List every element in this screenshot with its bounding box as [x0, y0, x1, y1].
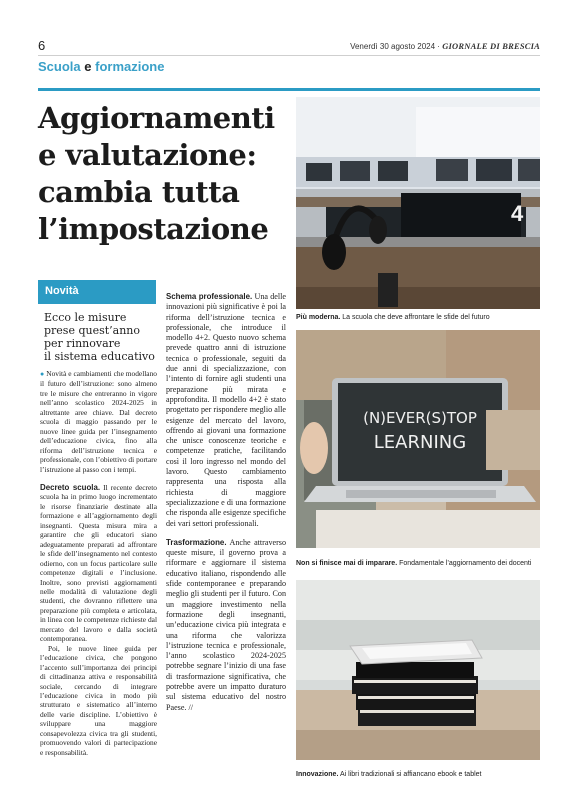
- photo-books: [296, 580, 540, 760]
- caption-text: La scuola che deve affrontare le sfide del futuro: [340, 314, 490, 321]
- photo-laptop: [296, 330, 540, 548]
- caption-bold: Non si finisce mai di imparare.: [296, 560, 398, 567]
- headline-line: e valutazione:: [38, 138, 257, 172]
- section-connector: e: [84, 59, 92, 74]
- issue-date: Venerdì 30 agosto 2024: [350, 42, 436, 51]
- trasformazione-paragraph: [166, 538, 286, 713]
- caption-3: [296, 770, 546, 779]
- article-column-2: [166, 283, 286, 713]
- section-rule: [38, 88, 540, 91]
- publication-name: GIORNALE DI BRESCIA: [442, 41, 540, 51]
- subtitle-line: prese quest’anno: [44, 324, 141, 337]
- paragraph-heading: Decreto scuola.: [40, 482, 101, 492]
- page-number: 6: [38, 38, 46, 53]
- page-header: [38, 38, 540, 56]
- caption-text: Fondamentale l’aggiornamento dei docenti: [397, 560, 532, 567]
- section-part2: formazione: [95, 59, 165, 74]
- decreto-paragraph: [40, 483, 157, 644]
- screen-line-1: (N)EVER(S)TOP: [363, 409, 477, 427]
- paragraph-text: Poi, le nuove linee guida per l’educazione civica, che pongono l’accento sull’importanza dei principi di cittadinanza attiva e responsabilità sociale, cercando di integrare l’educazione civica in modo più strutturato e sistematico all’interno delle varie discipline. L’obiettivo è sviluppare una maggiore consapevolezza civica tra gli studenti, promuovendo valori di partecipazione e responsabilità.: [40, 643, 157, 757]
- subtitle-line: il sistema educativo: [44, 350, 155, 363]
- classroom-image: [296, 97, 540, 309]
- subtitle-line: Ecco le misure: [44, 311, 127, 324]
- caption-1: [296, 313, 546, 322]
- screen-line-2: LEARNING: [373, 432, 467, 453]
- intro-paragraph: [40, 369, 157, 474]
- section-label: [38, 59, 164, 74]
- intro-text: Novità e cambiamenti che modellano il futuro dell’istruzione: sono almeno tre le misure che entreranno in vigore nell’anno scolastico 2024-2025 in altrettante aree chiave. Dal decreto scuola di maggio passando per le nuove linee guida per l’insegnamento dell’educazione civica, fino alla riforma dell’istruzione tecnica e professionale, con l’obiettivo di portare l’istruzione al passo con i tempi.: [40, 369, 157, 474]
- header-dateline: [350, 41, 540, 51]
- number-label: 4: [511, 201, 524, 226]
- laptop-image: [296, 330, 540, 548]
- headline-line: Aggiornamenti: [38, 101, 275, 135]
- paragraph-heading: Schema professionale.: [166, 292, 253, 301]
- headline: [38, 100, 293, 248]
- paragraph-text: Una delle innovazioni più significative è poi la riforma dell’istruzione tecnica e professionale, che introduce il modello 4+2. Questo nuovo schema prevede quattro anni di istruzione tecnica o professionale, seguiti da due anni di specializzazione, con l’intento di fornire agli studenti una preparazione più mirata e approfondita. Il modello 4+2 è stato progettato per rispondere meglio alle esigenze del mercato del lavoro, offrendo ai giovani una formazione che unisce conoscenze teoriche e competenze pratiche, facilitando così il loro ingresso nel mondo del lavoro. Questo cambiamento rappresenta una risposta alla richiesta di maggiore specializzazione e di una formazione che risponda alle esigenze specifiche dei vari settori professionali.: [166, 292, 286, 528]
- bullet-icon: ●: [40, 370, 45, 378]
- novita-label: Novità: [38, 280, 156, 304]
- headline-line: cambia tutta: [38, 175, 240, 209]
- paragraph-heading: Trasformazione.: [166, 537, 227, 547]
- headline-line: l’impostazione: [38, 212, 269, 246]
- header-separator: ·: [437, 42, 440, 51]
- books-image: [296, 580, 540, 760]
- caption-bold: Più moderna.: [296, 314, 341, 321]
- section-part1: Scuola: [38, 59, 81, 74]
- subtitle-line: per rinnovare: [44, 337, 121, 350]
- paragraph-text: Il recente decreto scuola ha in primo luogo incrementato le risorse finanziarie destinate alla formazione e all’aggiornamento degli insegnanti. Questa misura mira a garantire che gli educatori siano adeguatamente preparati ad affrontare le sfide dell’insegnamento nel contesto odierno, con un focus particolare sulle competenze digitali e l’inclusione. Inoltre, sono previsti aggiornamenti nelle modalità di valutazione degli studenti, che dovranno riflettere una preparazione più completa e articolata, in linea con le competenze richieste dal mercato del lavoro e dalla società contemporanea.: [40, 482, 158, 644]
- caption-2: [296, 559, 546, 568]
- educazione-paragraph: [40, 644, 157, 757]
- schema-paragraph: [166, 292, 286, 529]
- photo-classroom: [296, 97, 540, 309]
- caption-text: Ai libri tradizionali si affiancano ebook e tablet: [338, 771, 482, 778]
- paragraph-text: Anche attraverso queste misure, il governo prova a riformare e aggiornare il sistema educativo italiano, rispondendo alle sfide contemporanee e preparando meglio gli studenti per il futuro. Con un maggiore investimento nella formazione degli insegnanti, un’educazione civica più integrata e una riforma che valorizza l’istruzione tecnica e professionale, l’anno scolastico 2024-2025 potrebbe segnare l’inizio di una fase di trasformazione significativa, che potrebbe avere un impatto duraturo sul sistema educativo del nostro Paese. //: [166, 537, 286, 712]
- article-column-1: [40, 369, 157, 757]
- caption-bold: Innovazione.: [296, 771, 339, 778]
- novita-subtitle: [44, 311, 162, 363]
